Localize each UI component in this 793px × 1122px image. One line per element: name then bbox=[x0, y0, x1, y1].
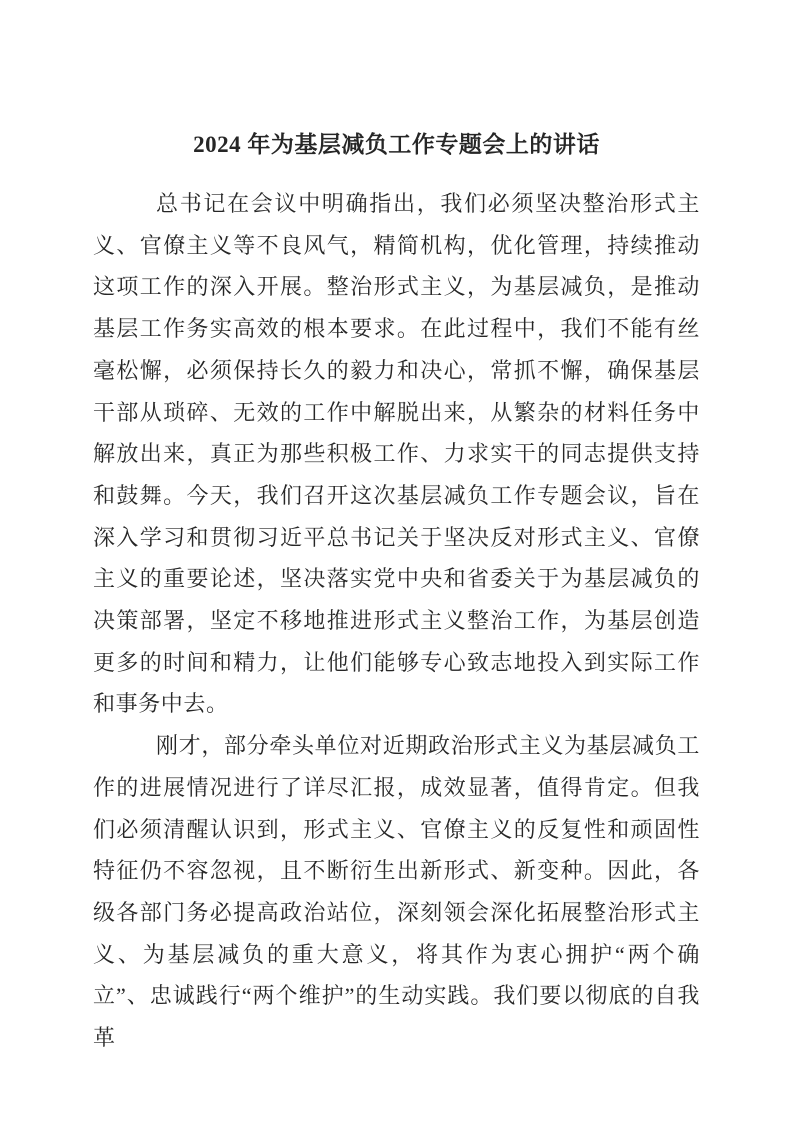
document-title: 2024 年为基层减负工作专题会上的讲话 bbox=[193, 132, 600, 157]
paragraph: 刚才，部分牵头单位对近期政治形式主义为基层减负工作的进展情况进行了详尽汇报，成效显著，值得肯定。但我们必须清醒认识到，形式主义、官僚主义的反复性和顽固性特征仍不容忽视，且不断衍生出新形式、新变种。因此，各级各部门务必提高政治站位，深刻领会深化拓展整治形式主义、为基层减负的重大意义，将其作为衷心拥护“两个确立”、忠诚践行“两个维护”的生动实践。我们要以彻底的自我革 bbox=[93, 733, 700, 1051]
document-content bbox=[93, 124, 700, 1059]
paragraph: 总书记在会议中明确指出，我们必须坚决整治形式主义、官僚主义等不良风气，精简机构，优化管理，持续推动这项工作的深入开展。整治形式主义，为基层减负，是推动基层工作务实高效的根本要求。在此过程中，我们不能有丝毫松懈，必须保持长久的毅力和决心，常抓不懈，确保基层干部从琐碎、无效的工作中解脱出来，从繁杂的材料任务中解放出来，真正为那些积极工作、力求实干的同志提供支持和鼓舞。今天，我们召开这次基层减负工作专题会议，旨在深入学习和贯彻习近平总书记关于坚决反对形式主义、官僚主义的重要论述，坚决落实党中央和省委关于为基层减负的决策部署，坚定不移地推进形式主义整治工作，为基层创造更多的时间和精力，让他们能够专心致志地投入到实际工作和事务中去。 bbox=[93, 191, 700, 717]
